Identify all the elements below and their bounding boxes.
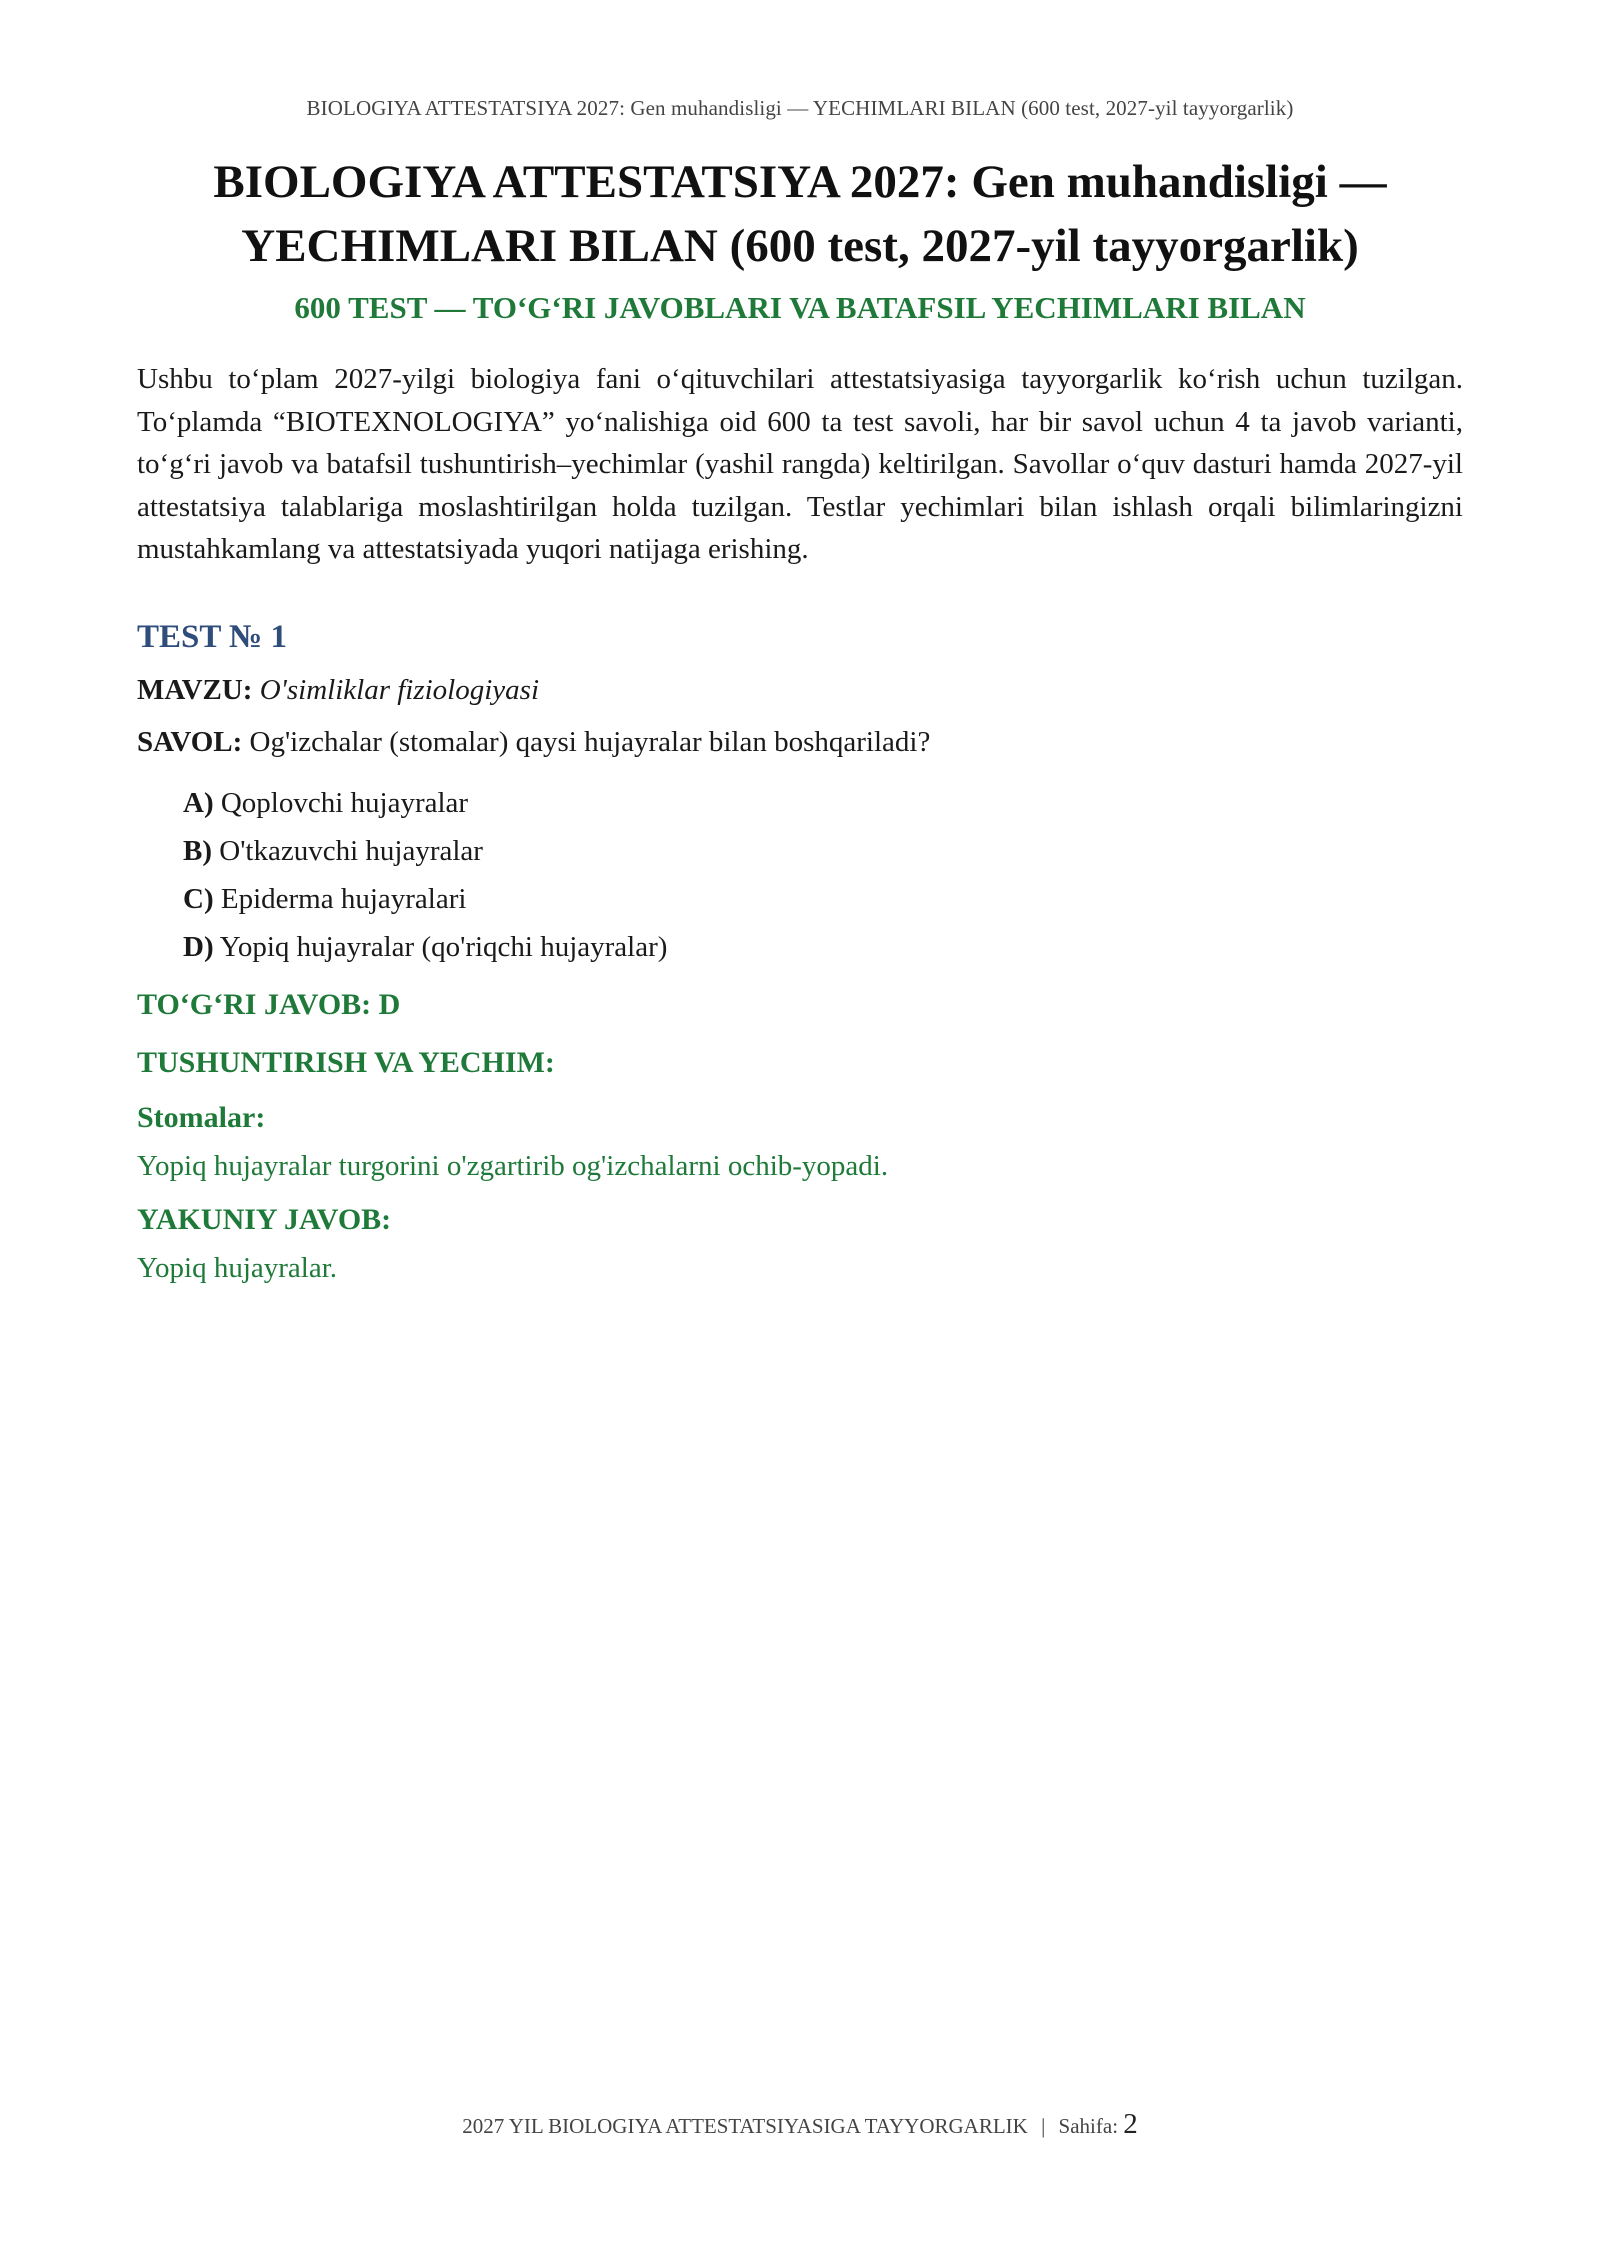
document-subtitle: 600 TEST — TO‘G‘RI JAVOBLARI VA BATAFSIL YECHIMLARI BILAN (294, 290, 1306, 325)
explanation-subheading: Stomalar: (137, 1100, 266, 1134)
question-text: Og'izchalar (stomalar) qaysi hujayralar bilan boshqariladi? (249, 725, 931, 758)
option-text: Epiderma hujayralari (220, 882, 467, 915)
footer-separator: | (1041, 2114, 1046, 2138)
document-title-line1: BIOLOGIYA ATTESTATSIYA 2027: Gen muhandisligi — (213, 156, 1387, 208)
page-number: 2 (1123, 2108, 1138, 2140)
test-heading: TEST № 1 (137, 618, 287, 655)
option-letter: B) (183, 834, 212, 867)
topic-value: O'simliklar fiziologiyasi (259, 673, 540, 706)
document-title (137, 150, 1463, 278)
intro-paragraph: Ushbu to‘plam 2027-yilgi biologiya fani o‘qituvchilari attestatsiyasiga tayyorgarlik ko‘rish uchun tuzilgan. To‘plamda “BIOTEXNOLOGIYA” yo‘nalishiga oid 600 ta test savoli, har bir savol uchun 4 ta javob varianti, to‘g‘ri javob va batafsil tushuntirish–yechimlar (yashil rangda) keltirilgan. Savollar o‘quv dasturi hamda 2027-yil attestatsiya talablariga moslashtirilgan holda tuzilgan. Testlar yechimlari bilan ishlash orqali bilimlaringizni mustahkamlang va attestatsiyada yuqori natijaga erishing. (137, 363, 1463, 565)
footer-text: 2027 YIL BIOLOGIYA ATTESTATSIYASIGA TAYYORGARLIK (462, 2114, 1028, 2138)
explanation-heading: TUSHUNTIRISH VA YECHIM: (137, 1045, 555, 1079)
option-text: O'tkazuvchi hujayralar (219, 834, 483, 867)
running-header: BIOLOGIYA ATTESTATSIYA 2027: Gen muhandisligi — YECHIMLARI BILAN (600 test, 2027-yil tayyorgarlik) (306, 96, 1294, 120)
topic-label: MAVZU: (137, 673, 253, 706)
correct-answer: TO‘G‘RI JAVOB: D (137, 987, 401, 1021)
document-title-line2: YECHIMLARI BILAN (600 test, 2027-yil tayyorgarlik) (241, 220, 1359, 272)
question-line (137, 721, 1463, 763)
explanation-text: Yopiq hujayralar turgorini o'zgartirib og'izchalarni ochib-yopadi. (137, 1149, 889, 1182)
running-footer (0, 2108, 1600, 2141)
topic-line (137, 669, 1463, 711)
option-a (183, 779, 1463, 827)
page-label: Sahifa: (1058, 2114, 1119, 2138)
option-text: Yopiq hujayralar (qo'riqchi hujayralar) (219, 930, 668, 963)
final-answer-heading: YAKUNIY JAVOB: (137, 1202, 392, 1236)
option-letter: D) (183, 930, 214, 963)
final-answer-text: Yopiq hujayralar. (137, 1251, 338, 1284)
option-b (183, 827, 1463, 875)
option-text: Qoplovchi hujayralar (220, 786, 469, 819)
page-content (137, 150, 1463, 1289)
option-letter: A) (183, 786, 214, 819)
answer-options (137, 779, 1463, 971)
option-letter: C) (183, 882, 214, 915)
option-d (183, 923, 1463, 971)
question-label: SAVOL: (137, 725, 243, 758)
option-c (183, 875, 1463, 923)
